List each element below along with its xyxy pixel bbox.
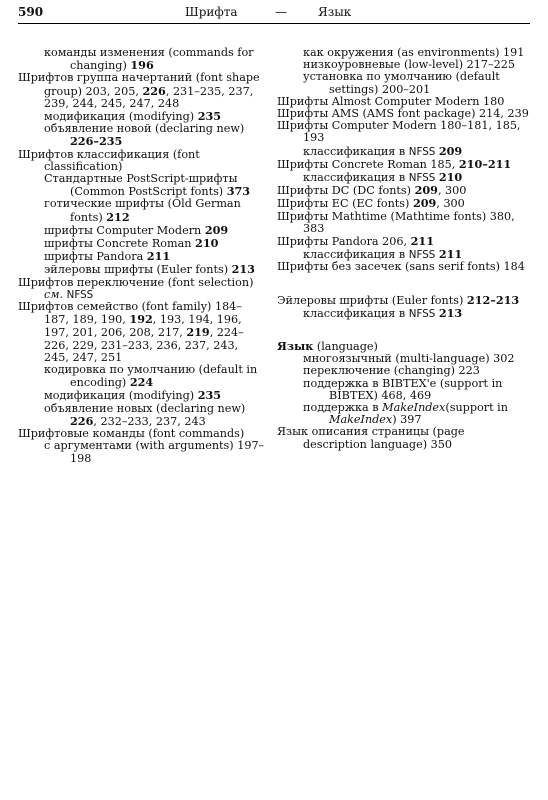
- index-entry: [18, 72, 266, 110]
- entry-text: Шрифты Computer Modern 180–181, 185, 193: [277, 119, 521, 145]
- index-entry: [277, 211, 531, 235]
- page-ref-bold: 212: [106, 209, 130, 224]
- index-subentry: [18, 123, 266, 148]
- index-subentry: [18, 237, 266, 250]
- entry-text: кодировка по умолчанию (default in encoding): [44, 363, 258, 390]
- index-subentry: [18, 403, 266, 428]
- entry-text: многоязычный (multi-language) 302: [303, 352, 515, 366]
- entry-text: MakeIndex: [329, 413, 393, 427]
- entry-text: команды изменения (commands for changing): [44, 46, 254, 73]
- entry-text: Эйлеровы шрифты (Euler fonts): [277, 293, 467, 307]
- page-ref-bold: 235: [197, 109, 222, 124]
- index-subentry: [18, 440, 266, 464]
- index-entry: [277, 426, 531, 450]
- entry-text: классификация в: [303, 248, 409, 262]
- entry-text: шрифты Computer Modern: [44, 223, 205, 237]
- index-entry: [18, 301, 266, 364]
- index-subentry: [277, 378, 531, 402]
- entry-text: Шрифтовые команды (font commands): [18, 427, 245, 441]
- entry-text: NFSS: [408, 249, 436, 262]
- index-entry: [277, 294, 531, 307]
- index-subentry: [18, 173, 266, 198]
- entry-text: установка по умолчанию (default settings) 200–201: [303, 70, 500, 96]
- index-entry: [277, 120, 531, 144]
- page-ref-bold: 209: [204, 222, 229, 237]
- page-ref-bold: 211: [146, 249, 171, 264]
- index-subentry: [18, 250, 266, 263]
- entry-text: Шрифты Concrete Roman 185,: [277, 157, 459, 171]
- page-ref-bold: 226: [142, 83, 166, 98]
- page-ref-bold: Язык: [277, 339, 314, 354]
- entry-text: модификация (modifying): [44, 389, 198, 403]
- entry-text: , 224–226, 229, 231–233, 236, 237, 243, 245, 247, 251: [44, 326, 244, 364]
- page-ref-bold: 209: [414, 183, 438, 198]
- page-number: 590: [18, 5, 44, 19]
- index-entry: [277, 261, 531, 273]
- index-subentry: [277, 71, 531, 95]
- entry-text: Шрифты Mathtime (Mathtime fonts) 380, 383: [277, 209, 515, 235]
- entry-text: эйлеровы шрифты (Euler fonts): [44, 263, 232, 277]
- index-entry: [277, 184, 531, 197]
- page-ref-bold: 192: [129, 312, 153, 327]
- entry-text: шрифты Pandora: [44, 250, 147, 264]
- index-subentry: [277, 402, 531, 426]
- index-group-gap: [277, 274, 531, 294]
- entry-text: Язык описания страницы (page description language) 350: [277, 425, 465, 451]
- index-entry: [18, 277, 266, 301]
- index-subentry: [18, 224, 266, 237]
- entry-text: NFSS: [408, 145, 436, 158]
- page-ref-bold: 213: [438, 305, 463, 320]
- index-column-right: [277, 47, 531, 451]
- page-ref-bold: 210: [438, 170, 463, 185]
- entry-text: с аргументами (with arguments) 197–198: [44, 439, 265, 465]
- page-ref-bold: 235: [197, 388, 222, 403]
- entry-text: (language): [313, 340, 378, 354]
- entry-text: Шрифтов группа начертаний (font shape group) 203, 205,: [18, 71, 260, 98]
- page-ref-bold: 224: [129, 375, 154, 390]
- entry-text: классификация в: [303, 144, 409, 158]
- page-ref-bold: 211: [438, 247, 463, 262]
- entry-text: NFSS: [66, 288, 94, 301]
- entry-text: Шрифты AMS (AMS font package) 214, 239: [277, 107, 529, 121]
- entry-text: классификация в: [303, 306, 409, 320]
- page-ref-bold: 213: [231, 262, 255, 277]
- page-ref-bold: 219: [186, 325, 210, 340]
- entry-text: Шрифтов переключение (font selection): [18, 275, 254, 289]
- index-subentry: [18, 198, 266, 223]
- entry-text: низкоуровневые (low-level) 217–225: [303, 58, 515, 72]
- entry-text: Шрифты без засечек (sans serif fonts) 184: [277, 260, 525, 274]
- entry-text: Шрифты DC (DC fonts): [277, 184, 415, 198]
- index-entry: [18, 149, 266, 173]
- running-header: [18, 5, 530, 24]
- entry-text: поддержка в: [303, 401, 383, 415]
- page-ref-bold: 210: [195, 236, 219, 251]
- entry-text: NFSS: [408, 307, 436, 320]
- entry-text: Шрифты Almost Computer Modern 180: [277, 94, 505, 108]
- entry-text: Шрифтов семейство (font family) 184–187, 189, 190,: [18, 300, 242, 327]
- running-dash: —: [275, 5, 287, 19]
- page-ref-bold: 209: [412, 196, 437, 211]
- index-subentry: [277, 171, 531, 184]
- entry-text: Стандартные PostScript-шрифты (Common PostScript fonts): [44, 172, 238, 199]
- entry-text: как окружения (as environments) 191: [303, 46, 525, 59]
- page-ref-bold: 212–213: [466, 292, 520, 307]
- entry-text: , 300: [436, 197, 465, 211]
- running-title: Шрифта: [185, 5, 238, 19]
- entry-text: готические шрифты (Old German fonts): [44, 197, 241, 224]
- index-subentry: [277, 307, 531, 320]
- entry-text: Шрифтов классификация (font classification): [18, 147, 200, 173]
- entry-text: переключение (changing) 223: [303, 364, 480, 378]
- entry-text: шрифты Concrete Roman: [44, 237, 196, 251]
- entry-text: (support in: [445, 401, 508, 415]
- running-next-word: Язык: [318, 5, 352, 19]
- entry-text: поддержка в BIBTEX'е (support in BIBTEX) 468, 469: [303, 376, 503, 402]
- entry-text: , 193, 194, 196, 197, 201, 206, 208, 217,: [44, 313, 242, 340]
- index-column-left: [18, 47, 266, 465]
- entry-text: MakeIndex: [382, 401, 446, 415]
- entry-text: классификация в: [303, 171, 409, 185]
- index-entry: [277, 235, 531, 248]
- page-ref-bold: 226–235: [70, 134, 123, 149]
- page-ref-bold: 209: [438, 143, 463, 158]
- page-ref-bold: 373: [226, 184, 251, 199]
- entry-text: NFSS: [408, 172, 436, 185]
- entry-text: , 300: [437, 184, 467, 198]
- entry-text: модификация (modifying): [44, 110, 198, 124]
- index-subentry: [18, 364, 266, 389]
- index-subentry: [18, 47, 266, 72]
- page-ref-bold: 196: [130, 58, 154, 73]
- page-ref-bold: 211: [410, 234, 434, 249]
- entry-text: ) 397: [392, 413, 422, 427]
- entry-text: Шрифты Pandora 206,: [277, 235, 411, 249]
- entry-text: объявление новых (declaring new): [44, 401, 246, 415]
- entry-text: см.: [44, 287, 64, 301]
- entry-text: объявление новой (declaring new): [44, 122, 245, 136]
- page-ref-bold: 226: [70, 413, 94, 428]
- entry-text: Шрифты EC (EC fonts): [277, 197, 413, 211]
- index-group-gap: [277, 320, 531, 340]
- page-ref-bold: 210–211: [458, 156, 512, 171]
- entry-text: , 232–233, 237, 243: [93, 414, 206, 428]
- entry-text: , 231–235, 237, 239, 244, 245, 247, 248: [44, 84, 254, 110]
- index-entry: [277, 158, 531, 171]
